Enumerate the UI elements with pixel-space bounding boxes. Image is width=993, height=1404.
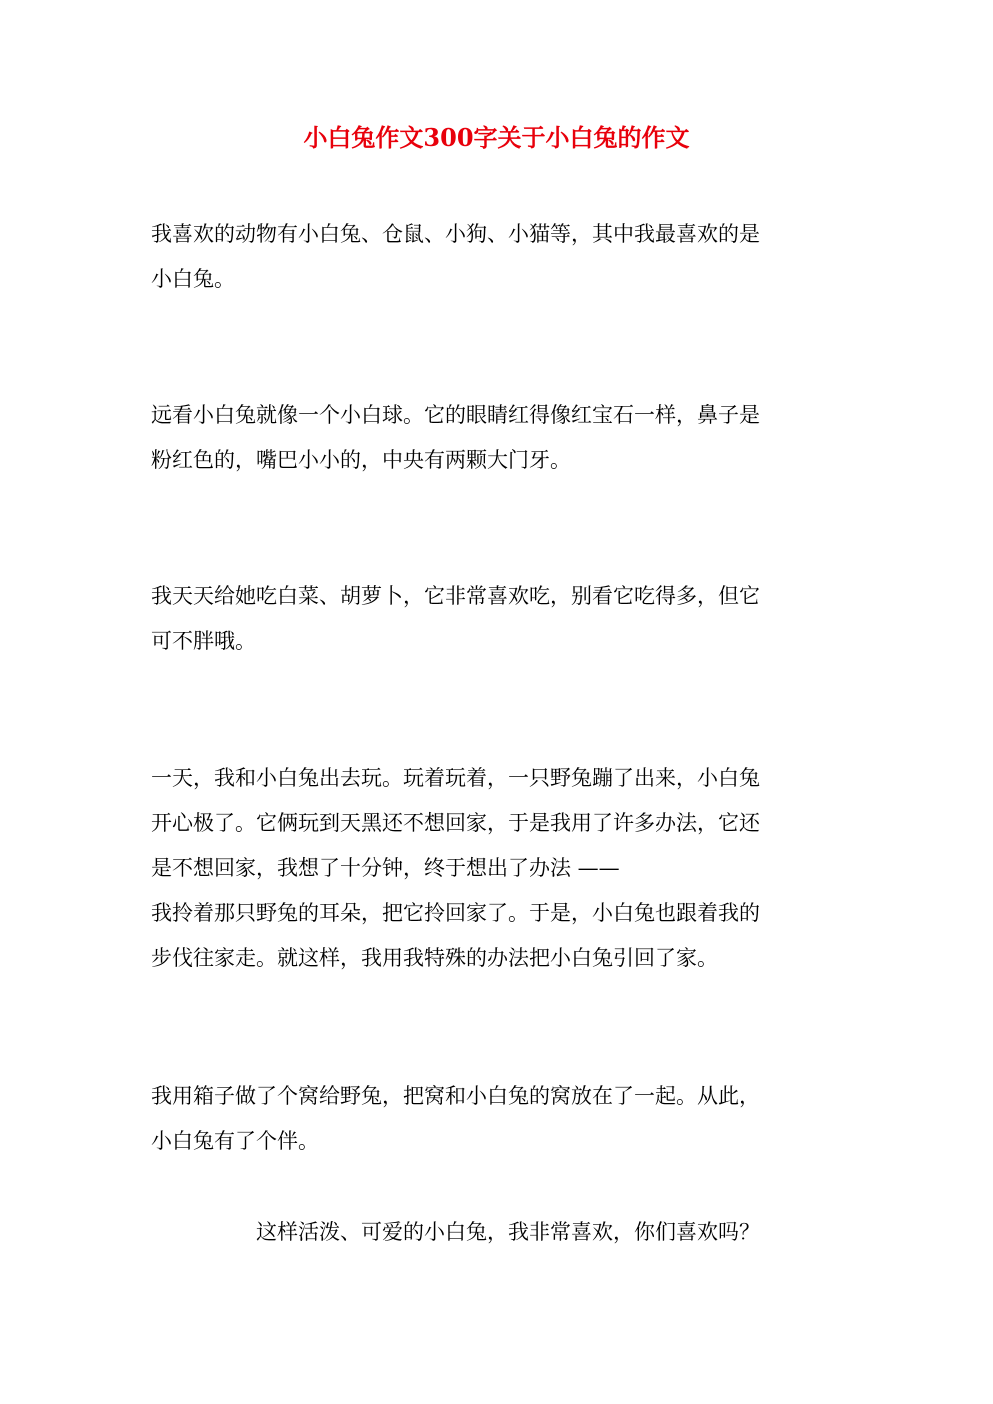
paragraph-line: 我用箱子做了个窝给野兔，把窝和小白兔的窝放在了一起。从此，	[151, 1084, 760, 1108]
paragraph-line: 小白兔。	[151, 267, 235, 291]
paragraph-line: 可不胖哦。	[151, 629, 256, 653]
paragraph-4	[151, 756, 831, 981]
paragraph-5	[151, 1074, 831, 1164]
paragraph-line: 我拎着那只野兔的耳朵，把它拎回家了。于是，小白兔也跟着我的	[151, 901, 760, 925]
paragraph-line: 小白兔有了个伴。	[151, 1129, 319, 1153]
paragraph-2	[151, 393, 831, 483]
paragraph-line: 步伐往家走。就这样，我用我特殊的办法把小白兔引回了家。	[151, 946, 718, 970]
paragraph-line: 远看小白兔就像一个小白球。它的眼睛红得像红宝石一样，鼻子是	[151, 403, 760, 427]
paragraph-1	[151, 212, 831, 302]
paragraph-line: 粉红色的，嘴巴小小的，中央有两颗大门牙。	[151, 448, 571, 472]
paragraph-line: 我喜欢的动物有小白兔、仓鼠、小狗、小猫等，其中我最喜欢的是	[151, 222, 760, 246]
document-title: 小白兔作文300字关于小白兔的作文	[303, 123, 690, 152]
paragraph-line: 一天，我和小白兔出去玩。玩着玩着，一只野兔蹦了出来，小白兔	[151, 766, 760, 790]
paragraph-line: 是不想回家，我想了十分钟，终于想出了办法 ——	[151, 856, 620, 880]
paragraph-line: 开心极了。它俩玩到天黑还不想回家，于是我用了许多办法，它还	[151, 811, 760, 835]
paragraph-3	[151, 574, 831, 664]
paragraph-line: 我天天给她吃白菜、胡萝卜，它非常喜欢吃，别看它吃得多，但它	[151, 584, 760, 608]
closing-sentence: 这样活泼、可爱的小白兔，我非常喜欢，你们喜欢吗？	[256, 1220, 760, 1244]
